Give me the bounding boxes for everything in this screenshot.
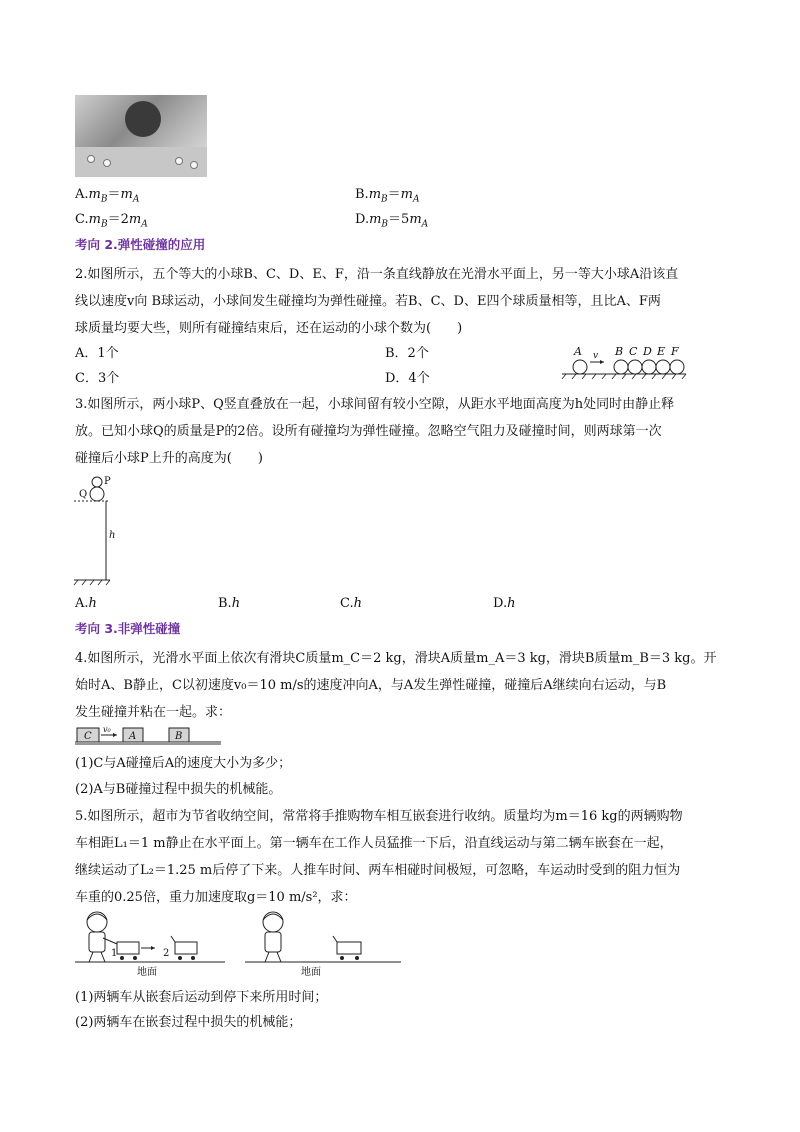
q5-text-line: 继续运动了L₂＝1.25 m后停了下来。人推车时间、两车相碰时间极短，可忽略，车运动时受到的阻力恒为	[75, 863, 681, 878]
q5-cart-figure-left	[75, 908, 235, 980]
worker-head-icon	[263, 912, 283, 932]
q4-sub2: (2)A与B碰撞过程中损失的机械能。	[75, 782, 282, 797]
section-2-heading: 考向 2.弹性碰撞的应用	[75, 237, 206, 252]
ball-icon	[87, 155, 95, 163]
label-v: v	[593, 351, 599, 361]
label-cart-1: 1	[111, 948, 118, 959]
q2-balls-figure	[560, 340, 690, 380]
ball-p	[92, 477, 102, 487]
q4-text-line: 4.如图所示，光滑水平面上依次有滑块C质量m_C＝2 kg，滑块A质量m_A＝3 kg，滑块B质量m_B＝3 kg。开	[75, 651, 717, 666]
label-cart-2: 2	[163, 948, 170, 959]
section-3-heading: 考向 3.非弹性碰撞	[75, 621, 181, 636]
q3-drop-figure	[70, 470, 130, 590]
q3-text-line: 放。已知小球Q的质量是P的2倍。设所有碰撞均为弹性碰撞。忽略空气阻力及碰撞时间，则两球第一次	[75, 424, 662, 439]
nested-carts-icon	[337, 942, 361, 954]
q1-option-d: $D.m_B=5m_A$	[355, 212, 429, 230]
ball-b	[614, 360, 628, 374]
ground-hatch	[74, 580, 110, 585]
ball-icon	[103, 159, 111, 167]
player-figure	[125, 101, 161, 137]
q5-text-line: 车重的0.25倍，重力加速度取g＝10 m/s²，求：	[75, 890, 357, 905]
q4-text-line: 发生碰撞并粘在一起。求：	[75, 705, 232, 720]
q1-option-b: $B.m_B=m_A$	[355, 187, 420, 205]
arrow-head	[600, 360, 604, 364]
ball-c	[628, 360, 642, 374]
q5-sub1: (1)两辆车从嵌套后运动到停下来所用时间；	[75, 990, 328, 1005]
label-c: C	[629, 345, 638, 358]
q5-text-line: 车相距L₁＝1 m静止在水平面上。第一辆车在工作人员猛推一下后，沿直线运动与第二辆车嵌套在一起，	[75, 836, 673, 851]
label-e: E	[657, 345, 666, 358]
q3-option-c: C.h	[340, 596, 362, 611]
label-b: B	[175, 731, 183, 742]
q4-sub1: (1)C与A碰撞后A的速度大小为多少；	[75, 756, 292, 771]
billiards-photo	[75, 95, 207, 177]
q4-text-line: 始时A、B静止，C以初速度v₀＝10 m/s的速度冲向A，与A发生弹性碰撞，碰撞后A继续向右运动，与B	[75, 678, 667, 693]
ground-strip	[75, 742, 221, 745]
q2-text-line: 线以速度v向 B球运动，小球间发生碰撞均为弹性碰撞。若B、C、D、E四个球质量相等，且比A、F两	[75, 294, 661, 309]
label-h: h	[109, 530, 116, 541]
ball-q	[90, 487, 104, 501]
cart-2-icon	[175, 942, 197, 954]
label-a: A	[129, 731, 137, 742]
ball-d	[642, 360, 656, 374]
q2-text-line: 球质量均要大些，则所有碰撞结束后，还在运动的小球个数为( )	[75, 321, 463, 336]
q3-option-b: B.h	[218, 596, 241, 611]
q3-option-d: D.h	[493, 596, 516, 611]
label-ground: 地面	[137, 967, 157, 978]
worker-head-icon	[87, 912, 107, 932]
q5-sub2: (2)两辆车在嵌套过程中损失的机械能；	[75, 1015, 302, 1030]
ball-e	[656, 360, 670, 374]
q2-text-line: 2.如图所示，五个等大的小球B、C、D、E、F，沿一条直线静放在光滑水平面上，另一等大小球A沿该直	[75, 267, 679, 282]
q2-option-c: C．3个	[75, 371, 120, 386]
label-q: Q	[79, 489, 88, 500]
label-b: B	[615, 345, 624, 358]
ball-a	[573, 360, 587, 374]
ball-f	[670, 360, 684, 374]
ground-hatch	[562, 374, 686, 379]
q2-option-b: B．2个	[385, 346, 429, 361]
ball-icon	[175, 157, 183, 165]
q3-option-a: A.h	[75, 596, 97, 611]
q1-option-c: $C.m_B=2m_A$	[75, 212, 148, 230]
q2-option-a: A．1个	[75, 346, 119, 361]
worker-body-icon	[265, 932, 281, 952]
q5-cart-figure-right	[245, 908, 405, 980]
q3-text-line: 碰撞后小球P上升的高度为( )	[75, 451, 263, 466]
label-v0: v₀	[103, 725, 111, 734]
cart-1-icon	[117, 942, 139, 954]
billiards-table	[75, 147, 207, 177]
q5-text-line: 5.如图所示，超市为节省收纳空间，常常将手推购物车相互嵌套进行收纳。质量均为m＝16 kg的两辆购物	[75, 809, 683, 824]
q2-option-d: D．4个	[385, 371, 430, 386]
ball-icon	[190, 161, 198, 169]
label-p: P	[104, 476, 111, 487]
label-d: D	[643, 345, 652, 358]
q4-blocks-figure	[75, 722, 225, 748]
arrow-head	[113, 733, 117, 737]
worker-body-icon	[89, 932, 105, 952]
label-f: F	[671, 345, 679, 358]
q1-option-a: $A.m_B=m_A$	[75, 187, 140, 205]
label-a: A	[574, 345, 582, 358]
q3-text-line: 3.如图所示，两小球P、Q竖直叠放在一起，小球间留有较小空隙，从距水平地面高度为h处同时由静止释	[75, 397, 675, 412]
label-ground: 地面	[301, 967, 321, 978]
label-c: C	[84, 731, 92, 742]
